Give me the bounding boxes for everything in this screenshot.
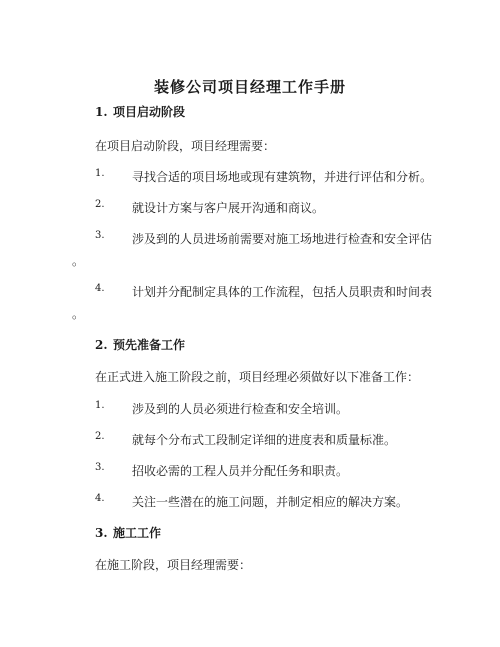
section-title: 施工工作 (113, 526, 162, 540)
list-item-text: 关注一些潜在的施工问题，并制定相应的解决方案。 (132, 495, 409, 509)
list-item-text: 计划并分配制定具体的工作流程，包括人员职责和时间表 (132, 285, 433, 299)
list-item-number: 4. (95, 493, 105, 504)
list-item-text: 涉及到的人员进场前需要对施工场地进行检查和安全评估 (132, 232, 433, 246)
section-number: 2. (95, 338, 108, 352)
section-title: 项目启动阶段 (113, 105, 186, 119)
list-item-wrap: 。 (72, 254, 85, 268)
section-title: 预先准备工作 (113, 338, 186, 352)
list-item-wrap: 。 (72, 307, 85, 321)
section-number: 1. (95, 105, 108, 119)
section-heading-1 (95, 103, 185, 120)
section-intro-1: 在项目启动阶段，项目经理需要： (95, 139, 276, 153)
list-item-text: 就每个分布式工段制定详细的进度表和质量标准。 (132, 433, 397, 447)
list-item-number: 1. (95, 168, 105, 179)
list-item-number: 3. (95, 230, 105, 241)
list-item-number: 1. (95, 400, 105, 411)
section-heading-2 (95, 336, 185, 353)
list-item-number: 3. (95, 462, 105, 473)
list-item-number: 2. (95, 199, 105, 210)
list-item-number: 4. (95, 283, 105, 294)
list-item-text: 涉及到的人员必须进行检查和安全培训。 (132, 402, 349, 416)
section-intro-2: 在正式进入施工阶段之前，项目经理必须做好以下准备工作： (95, 370, 420, 384)
section-intro-3: 在施工阶段，项目经理需要： (95, 558, 252, 572)
document-title: 装修公司项目经理工作手册 (153, 78, 346, 96)
list-item-text: 就设计方案与客户展开沟通和商议。 (132, 201, 325, 215)
section-number: 3. (95, 526, 108, 540)
section-heading-3 (95, 524, 161, 541)
list-item-text: 招收必需的工程人员并分配任务和职责。 (132, 464, 349, 478)
list-item-text: 寻找合适的项目场地或现有建筑物，并进行评估和分析。 (132, 170, 433, 184)
list-item-number: 2. (95, 431, 105, 442)
